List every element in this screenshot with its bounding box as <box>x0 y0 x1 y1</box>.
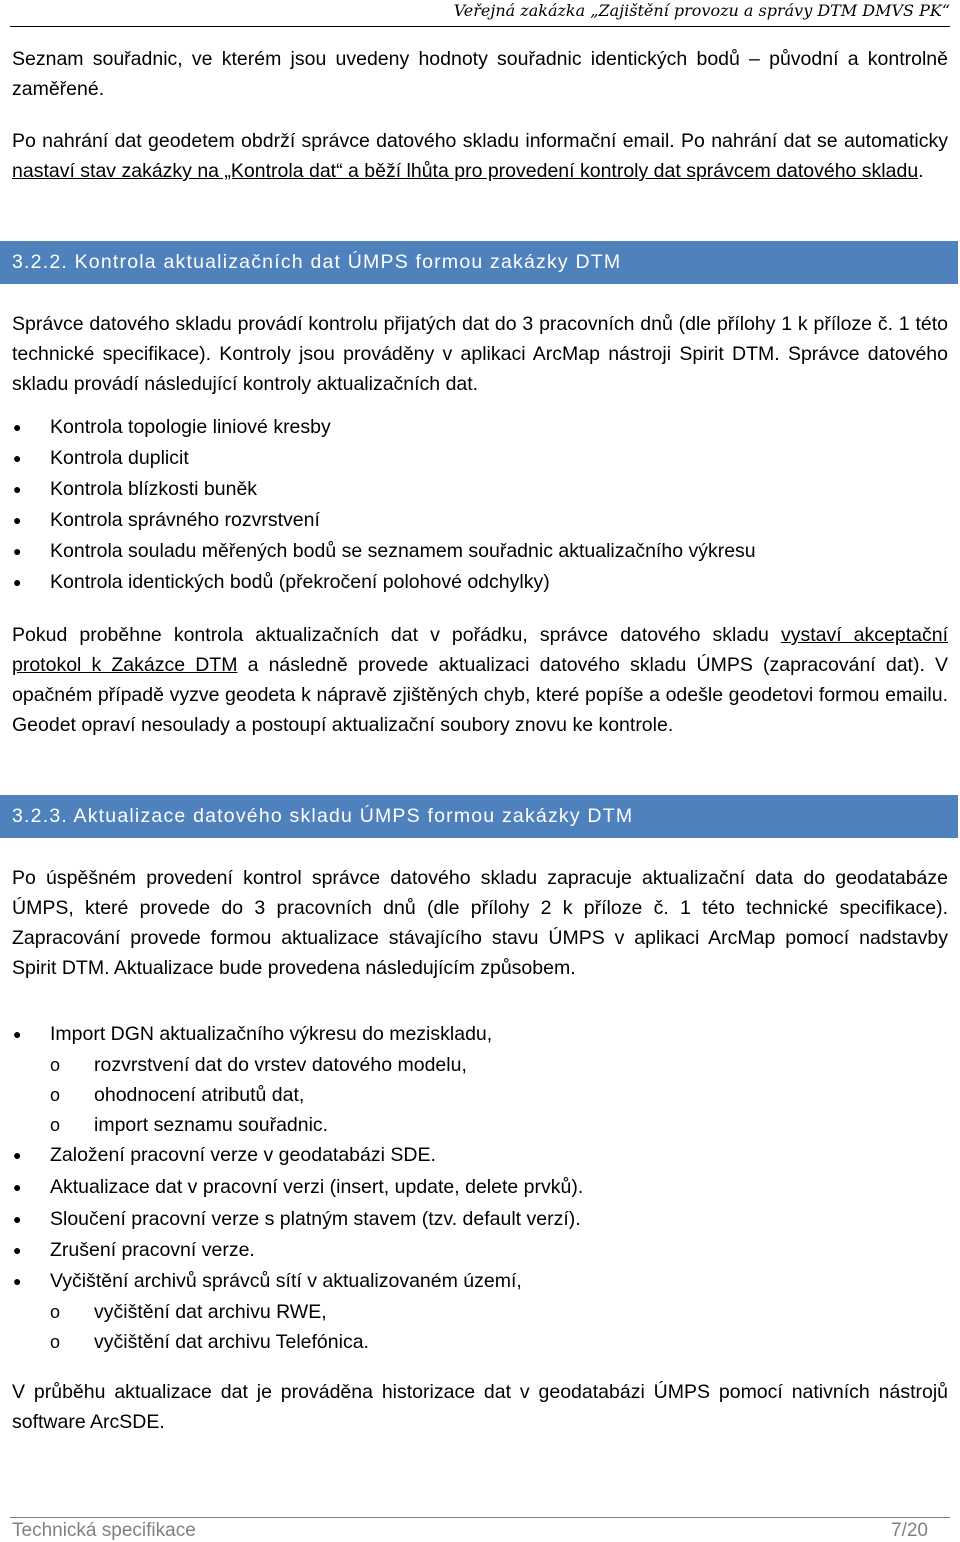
check-list-item <box>0 474 960 505</box>
sub-list-item <box>0 1327 960 1357</box>
list-item-text: Aktualizace dat v pracovní verzi (insert, update, delete prvků). <box>50 1176 584 1198</box>
upload-text-underlined: nastaví stav zakázky na „Kontrola dat“ a běží lhůta pro provedení kontroly dat správcem datového skladu <box>12 160 919 182</box>
check-list-item <box>0 443 960 474</box>
paragraph-update-intro: Po úspěšném provedení kontrol správce datového skladu zapracuje aktualizační data do geodatabáze ÚMPS, které provede do 3 pracovních dnů (dle přílohy 2 k příloze č. 1 této technické specifikace). Zapracování provede formou aktualizace stávajícího stavu ÚMPS v aplikaci ArcMap pomocí nadstavby Spirit DTM. Aktualizace bude provedena následujícím způsobem. <box>12 867 948 979</box>
circle-bullet-icon: o <box>50 1302 61 1322</box>
check-list-item <box>0 505 960 536</box>
list-item-text: Zrušení pracovní verze. <box>50 1239 255 1261</box>
list-item-text: vyčištění dat archivu Telefónica. <box>94 1331 369 1353</box>
list-item-text: ohodnocení atributů dat, <box>94 1084 305 1106</box>
paragraph-upload-notification <box>12 126 948 186</box>
paragraph-check-intro: Správce datového skladu provádí kontrolu přijatých dat do 3 pracovních dnů (dle přílohy 1 k příloze č. 1 této technické specifikace). Kontroly jsou prováděny v aplikaci ArcMap nástroji Spirit DTM. Správce datového skladu provádí následující kontroly aktualizačních dat. <box>12 313 948 395</box>
section-heading-3-2-2-text: 3.2.2. Kontrola aktualizačních dat ÚMPS formou zakázky DTM <box>12 251 622 273</box>
footer-rule <box>10 1517 950 1518</box>
check-list-item <box>0 412 960 443</box>
outcome-text-underlined: vystaví akceptační protokol k Zakázce DTM <box>12 624 948 676</box>
upload-text-start: Po nahrání dat geodetem obdrží správce datového skladu informační email. Po nahrání dat se automaticky <box>12 130 948 152</box>
update-step-item <box>0 1235 960 1266</box>
paragraph-coordinates-list: Seznam souřadnic, ve kterém jsou uvedeny hodnoty souřadnic identických bodů – původní a kontrolně zaměřené. <box>12 48 948 100</box>
bullet-icon: ● <box>13 450 22 466</box>
upload-text-end: . <box>918 160 924 182</box>
paragraph-check-outcome <box>12 620 948 740</box>
outcome-text-start: Pokud proběhne kontrola aktualizačních dat v pořádku, správce datového skladu <box>12 624 781 646</box>
sub-list-item <box>0 1080 960 1110</box>
check-list-item <box>0 567 960 598</box>
bullet-icon: ● <box>13 1179 22 1195</box>
check-list <box>0 412 960 598</box>
bullet-icon: ● <box>13 419 22 435</box>
paragraph-historization: V průběhu aktualizace dat je prováděna historizace dat v geodatabázi ÚMPS pomocí nativních nástrojů software ArcSDE. <box>12 1381 948 1433</box>
check-list-item-text: Kontrola souladu měřených bodů se seznamem souřadnic aktualizačního výkresu <box>50 540 756 562</box>
page-header <box>0 0 960 26</box>
bullet-icon: ● <box>13 1273 22 1289</box>
check-list-item-text: Kontrola blízkosti buněk <box>50 478 258 500</box>
check-list-item-text: Kontrola duplicit <box>50 447 189 469</box>
circle-bullet-icon: o <box>50 1055 61 1075</box>
bullet-icon: ● <box>13 481 22 497</box>
update-step-item <box>0 1266 960 1297</box>
circle-bullet-icon: o <box>50 1115 61 1135</box>
check-list-item-text: Kontrola topologie liniové kresby <box>50 416 331 438</box>
update-steps-list <box>0 1019 960 1357</box>
circle-bullet-icon: o <box>50 1332 61 1352</box>
update-step-item <box>0 1140 960 1172</box>
list-item-text: import seznamu souřadnic. <box>94 1114 329 1136</box>
bullet-icon: ● <box>13 574 22 590</box>
bullet-icon: ● <box>13 1242 22 1258</box>
bullet-icon: ● <box>13 1147 22 1163</box>
outcome-text-end: a následně provede aktualizaci datového skladu ÚMPS (zapracování dat). V opačném případě vyzve geodeta k nápravě zjištěných chyb, které popíše a odešle geodetovi formou emailu. Geodet opraví nesoulady a postoupí aktualizační soubory znovu ke kontrole. <box>12 654 949 736</box>
header-rule <box>10 26 950 27</box>
bullet-icon: ● <box>13 1211 22 1227</box>
list-item-text: vyčištění dat archivu RWE, <box>94 1301 327 1323</box>
update-step-item <box>0 1204 960 1235</box>
sub-list-item <box>0 1050 960 1080</box>
bullet-icon: ● <box>13 1026 22 1042</box>
header-title: Veřejná zakázka „Zajištění provozu a správy DTM DMVS PK“ <box>453 1 950 20</box>
list-item-text: Vyčištění archivů správců sítí v aktualizovaném území, <box>50 1270 522 1292</box>
list-item-text: rozvrstvení dat do vrstev datového modelu, <box>94 1054 467 1076</box>
sub-list-item <box>0 1297 960 1327</box>
list-item-text: Založení pracovní verze v geodatabázi SDE. <box>50 1144 436 1166</box>
list-item-text: Import DGN aktualizačního výkresu do meziskladu, <box>50 1023 493 1045</box>
section-heading-3-2-3 <box>0 795 958 838</box>
list-item-text: Sloučení pracovní verze s platným stavem (tzv. default verzí). <box>50 1208 581 1230</box>
section-heading-3-2-3-text: 3.2.3. Aktualizace datového skladu ÚMPS formou zakázky DTM <box>12 805 634 827</box>
update-step-item <box>0 1172 960 1204</box>
bullet-icon: ● <box>13 543 22 559</box>
circle-bullet-icon: o <box>50 1085 61 1105</box>
check-list-item <box>0 536 960 567</box>
footer-document-name: Technická specifikace <box>12 1520 196 1541</box>
bullet-icon: ● <box>13 512 22 528</box>
footer-page-number: 7/20 <box>891 1520 928 1541</box>
check-list-item-text: Kontrola identických bodů (překročení polohové odchylky) <box>50 571 550 593</box>
sub-list-item <box>0 1110 960 1140</box>
section-heading-3-2-2 <box>0 241 958 284</box>
check-list-item-text: Kontrola správného rozvrstvení <box>50 509 320 531</box>
update-step-item <box>0 1019 960 1050</box>
